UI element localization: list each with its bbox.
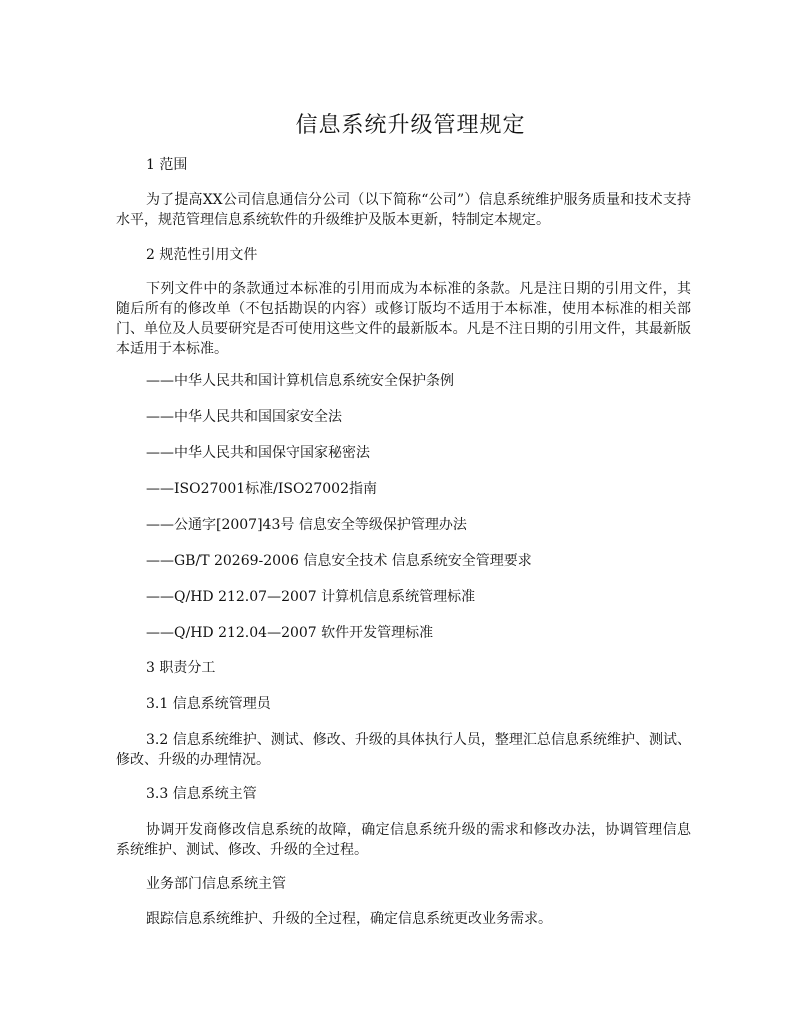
section-1-heading: 1 范围 bbox=[146, 157, 188, 173]
dept-heading: 业务部门信息系统主管 bbox=[146, 876, 286, 892]
section-3-heading: 3 职责分工 bbox=[146, 660, 216, 676]
section-1-paragraph: 为了提高XX公司信息通信分公司（以下简称“公司”）信息系统维护服务质量和技术支持水平，规范管理信息系统软件的升级维护及版本更新，特制定本规定。 bbox=[116, 192, 691, 228]
reference-item: ——Q/HD 212.04—2007 软件开发管理标准 bbox=[146, 625, 434, 641]
document-title: 信息系统升级管理规定 bbox=[295, 113, 526, 138]
section-2-paragraph: 下列文件中的条款通过本标准的引用而成为本标准的条款。凡是注日期的引用文件，其随后所有的修改单（不包括勘误的内容）或修订版均不适用于本标准，使用本标准的相关部门、单位及人员要研究是否可使用这些文件的最新版本。凡是不注日期的引用文件，其最新版本适用于本标准。 bbox=[116, 281, 691, 357]
section-3-2-paragraph: 3.2 信息系统维护、测试、修改、升级的具体执行人员，整理汇总信息系统维护、测试、修改、升级的办理情况。 bbox=[116, 732, 691, 768]
section-3-3-heading: 3.3 信息系统主管 bbox=[146, 786, 257, 802]
section-3-3-paragraph: 协调开发商修改信息系统的故障，确定信息系统升级的需求和修改办法，协调管理信息系统维护、测试、修改、升级的全过程。 bbox=[116, 822, 691, 858]
reference-item: ——ISO27001标准/ISO27002指南 bbox=[146, 481, 377, 497]
reference-item: ——Q/HD 212.07—2007 计算机信息系统管理标准 bbox=[146, 589, 476, 605]
reference-item: ——公通字[2007]43号 信息安全等级保护管理办法 bbox=[146, 517, 467, 533]
reference-item: ——GB/T 20269-2006 信息安全技术 信息系统安全管理要求 bbox=[146, 553, 532, 569]
reference-item: ——中华人民共和国保守国家秘密法 bbox=[146, 445, 370, 461]
dept-paragraph: 跟踪信息系统维护、升级的全过程，确定信息系统更改业务需求。 bbox=[146, 911, 552, 927]
reference-item: ——中华人民共和国计算机信息系统安全保护条例 bbox=[146, 373, 454, 389]
section-2-heading: 2 规范性引用文件 bbox=[146, 247, 258, 263]
reference-item: ——中华人民共和国国家安全法 bbox=[146, 409, 342, 425]
section-3-1-heading: 3.1 信息系统管理员 bbox=[146, 696, 271, 712]
